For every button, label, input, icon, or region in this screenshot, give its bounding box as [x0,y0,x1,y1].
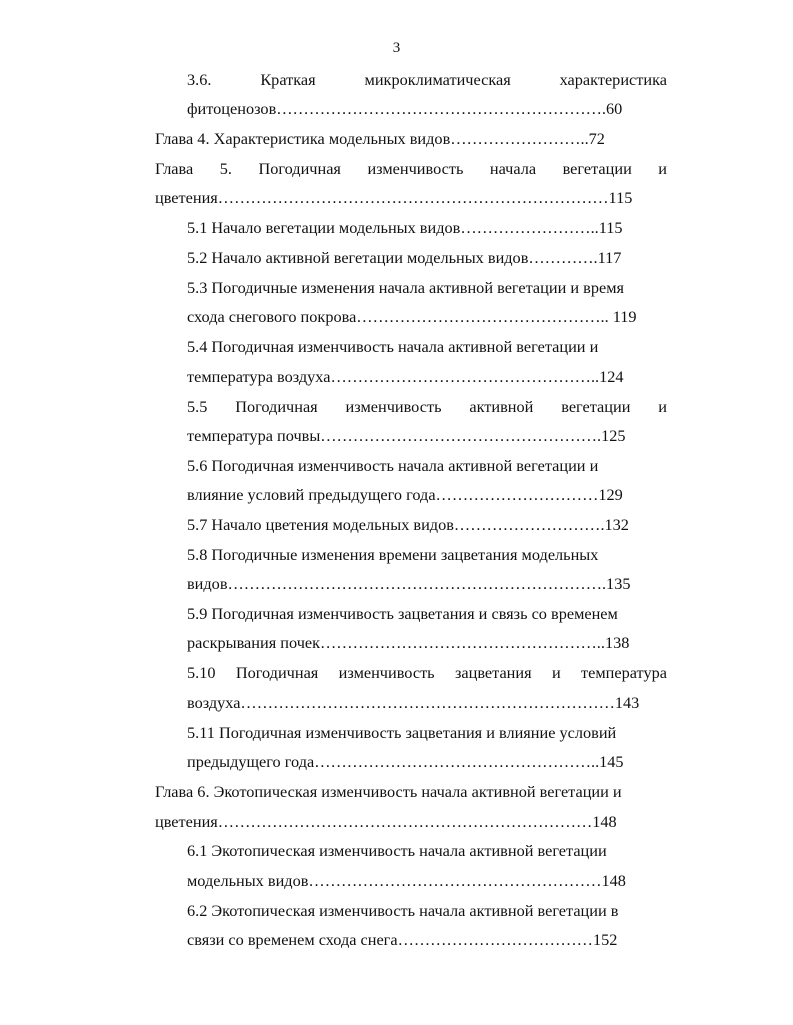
toc-word: 5.10 [187,663,216,682]
toc-line: цветения………………………………………………………………115 [155,188,633,207]
toc-line: 5.3 Погодичные изменения начала активной вегетации и время [187,278,624,297]
toc-line [187,69,667,91]
page-number: 3 [392,40,401,56]
toc-word: активной [469,397,534,416]
toc-line: 5.9 Погодичная изменчивость зацветания и связь со временем [187,604,618,623]
toc-word: изменчивость [338,663,435,682]
toc-line: влияние условий предыдущего года…………………………129 [187,485,623,504]
toc-word: начала [489,159,537,178]
toc-line: фитоценозов…………………………………………………….60 [187,99,623,118]
toc-line: схода снегового покрова……………………………………….. 119 [187,307,637,326]
toc-line: воздуха……………………………………………………………143 [187,693,640,712]
toc-line: раскрывания почек……………………………………………..138 [187,633,630,652]
toc-line: 5.6 Погодичная изменчивость начала активной вегетации и [187,456,599,475]
toc-word: зацветания [454,663,532,682]
toc-line [155,158,667,180]
toc-word: температура [581,663,667,682]
toc-line: 5.8 Погодичные изменения времени зацветания модельных [187,545,599,564]
toc-line: 5.4 Погодичная изменчивость начала активной вегетации и [187,337,599,356]
toc-word: микроклиматическая [364,70,511,89]
toc-word: и [658,159,667,178]
toc-word: 5.5 [187,397,208,416]
toc-word: и [551,663,561,682]
toc-word: и [658,397,667,416]
toc-line [187,662,667,684]
toc-word: Погодичная [235,663,319,682]
toc-line: 6.2 Экотопическая изменчивость начала активной вегетации в [187,901,619,920]
toc-line: температура почвы…………………………………………….125 [187,426,626,445]
toc-word: Погодичная [258,159,341,178]
toc-line: модельных видов………………………………………………148 [187,871,626,890]
toc-line [187,396,667,418]
toc-line: предыдущего года……………………………………………..145 [187,752,624,771]
toc-word: 5. [219,159,232,178]
toc-line: связи со временем схода снега………………………………152 [187,930,618,949]
toc-line: цветения……………………………………………………………148 [155,812,617,831]
toc-word: вегетации [562,159,632,178]
toc-word: вегетации [561,397,631,416]
toc-line: 6.1 Экотопическая изменчивость начала активной вегетации [187,841,607,860]
toc-word: Глава [155,159,194,178]
toc-word: Краткая [260,70,316,89]
toc-line: Глава 4. Характеристика модельных видов……………………..72 [155,129,605,148]
toc-word: 3.6. [187,70,212,89]
toc-word: характеристика [559,70,667,89]
toc-line: температура воздуха…………………………………………..124 [187,367,624,386]
toc-line: 5.2 Начало активной вегетации модельных видов………….117 [187,248,622,267]
toc-word: изменчивость [345,397,442,416]
toc-line: видов…………………………………………………………….135 [187,574,631,593]
toc-word: изменчивость [367,159,464,178]
toc-line: 5.11 Погодичная изменчивость зацветания и влияние условий [187,723,617,742]
toc-word: Погодичная [235,397,318,416]
toc-line: 5.7 Начало цветения модельных видов……………………….132 [187,515,629,534]
toc-line: Глава 6. Экотопическая изменчивость начала активной вегетации и [155,782,622,801]
toc-line: 5.1 Начало вегетации модельных видов……………………..115 [187,218,623,237]
